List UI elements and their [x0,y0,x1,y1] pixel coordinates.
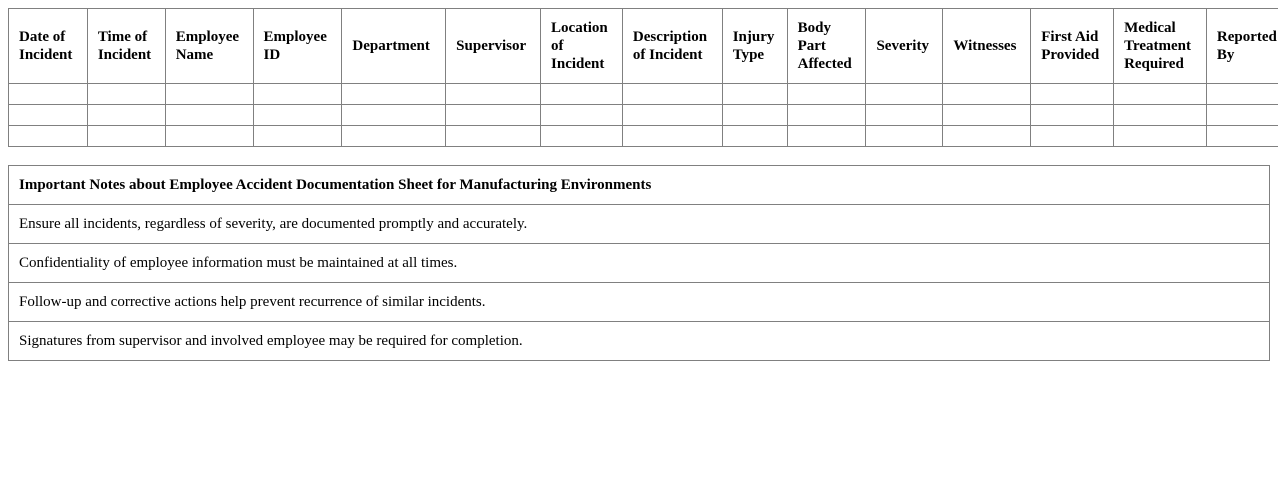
table-cell[interactable] [866,84,943,105]
table-cell[interactable] [342,105,446,126]
table-cell[interactable] [253,84,342,105]
note-text: Ensure all incidents, regardless of severity, are documented promptly and accurately. [9,205,1270,244]
table-cell[interactable] [1114,105,1207,126]
accident-sheet-container [8,8,1278,147]
important-notes-table [8,165,1270,361]
table-cell[interactable] [1206,126,1278,147]
column-header-time-of-incident: Time of Incident [87,9,165,84]
table-cell[interactable] [1031,126,1114,147]
table-cell[interactable] [787,105,866,126]
table-cell[interactable] [165,126,253,147]
table-cell[interactable] [1206,105,1278,126]
table-cell[interactable] [541,105,623,126]
table-row [9,126,1278,147]
table-cell[interactable] [446,126,541,147]
table-cell[interactable] [165,84,253,105]
note-row [9,244,1270,283]
table-cell[interactable] [541,84,623,105]
column-header-description-of-incident: Description of Incident [622,9,722,84]
table-cell[interactable] [722,105,787,126]
accident-documentation-table [8,8,1278,147]
table-cell[interactable] [9,105,88,126]
table-cell[interactable] [9,84,88,105]
notes-title-row [9,166,1270,205]
table-cell[interactable] [87,126,165,147]
table-row [9,84,1278,105]
note-row [9,322,1270,361]
note-text: Confidentiality of employee information must be maintained at all times. [9,244,1270,283]
table-cell[interactable] [943,105,1031,126]
note-text: Follow-up and corrective actions help prevent recurrence of similar incidents. [9,283,1270,322]
table-cell[interactable] [342,84,446,105]
table-cell[interactable] [342,126,446,147]
table-cell[interactable] [541,126,623,147]
table-cell[interactable] [87,84,165,105]
note-row [9,205,1270,244]
table-cell[interactable] [787,126,866,147]
table-cell[interactable] [622,126,722,147]
table-cell[interactable] [866,105,943,126]
column-header-location-of-incident: Location of Incident [541,9,623,84]
table-cell[interactable] [1031,84,1114,105]
column-header-date-of-incident: Date of Incident [9,9,88,84]
table-row [9,105,1278,126]
table-cell[interactable] [787,84,866,105]
table-cell[interactable] [446,84,541,105]
column-header-supervisor: Supervisor [446,9,541,84]
table-cell[interactable] [253,105,342,126]
column-header-department: Department [342,9,446,84]
table-cell[interactable] [866,126,943,147]
column-header-body-part-affected: Body Part Affected [787,9,866,84]
table-cell[interactable] [253,126,342,147]
column-header-witnesses: Witnesses [943,9,1031,84]
column-header-employee-name: Employee Name [165,9,253,84]
column-header-injury-type: Injury Type [722,9,787,84]
column-header-medical-treatment-required: Medical Treatment Required [1114,9,1207,84]
table-cell[interactable] [1114,84,1207,105]
header-row [9,9,1278,84]
table-cell[interactable] [722,84,787,105]
table-cell[interactable] [943,84,1031,105]
column-header-reported-by: Reported By [1206,9,1278,84]
notes-title: Important Notes about Employee Accident Documentation Sheet for Manufacturing Environments [9,166,1270,205]
table-cell[interactable] [722,126,787,147]
table-cell[interactable] [1114,126,1207,147]
note-row [9,283,1270,322]
table-cell[interactable] [9,126,88,147]
column-header-first-aid-provided: First Aid Provided [1031,9,1114,84]
table-cell[interactable] [1206,84,1278,105]
table-cell[interactable] [87,105,165,126]
column-header-employee-id: Employee ID [253,9,342,84]
notes-container [8,165,1270,361]
table-cell[interactable] [943,126,1031,147]
table-cell[interactable] [165,105,253,126]
table-cell[interactable] [1031,105,1114,126]
table-cell[interactable] [622,105,722,126]
table-cell[interactable] [446,105,541,126]
table-cell[interactable] [622,84,722,105]
note-text: Signatures from supervisor and involved employee may be required for completion. [9,322,1270,361]
column-header-severity: Severity [866,9,943,84]
